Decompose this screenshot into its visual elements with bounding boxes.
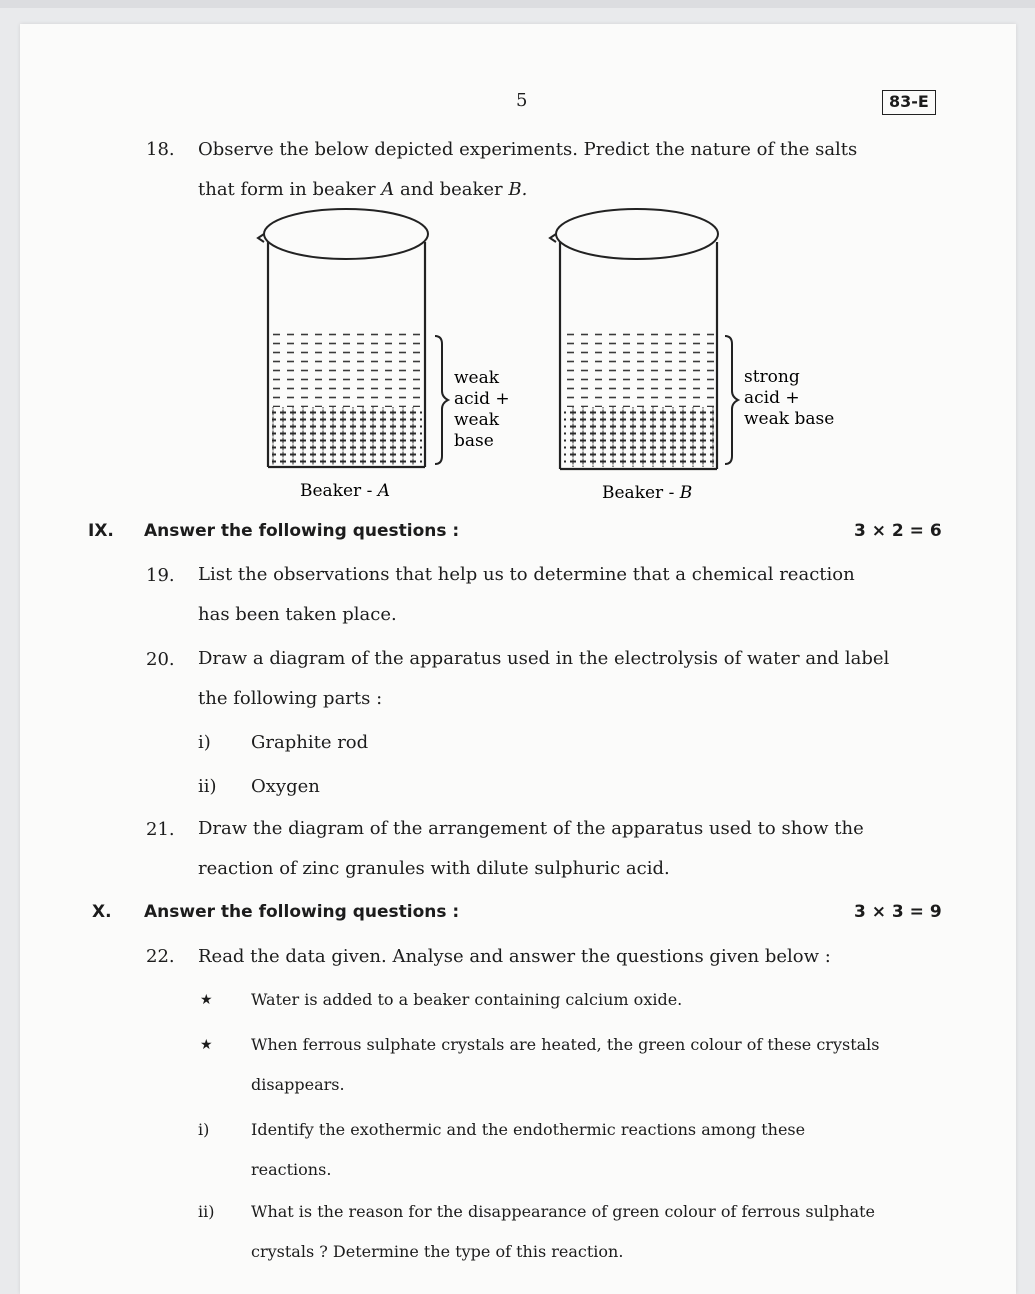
section-ix-title: Answer the following questions : (144, 521, 460, 541)
beaker-b-solution-top (564, 327, 714, 407)
beaker-a-label-line-3: weak (454, 410, 500, 430)
beaker-b-label-line-3: weak base (744, 409, 835, 429)
question-20-part-1-marker: i) (198, 732, 211, 753)
question-22-number: 22. (146, 946, 175, 967)
question-22-sub-2-marker: ii) (198, 1202, 215, 1221)
beaker-a-brace (435, 336, 448, 464)
question-22-bullet-2-text: When ferrous sulphate crystals are heated, the green colour of these crystals disappears. (251, 1035, 880, 1094)
question-22-sub-1-text: Identify the exothermic and the endothermic reactions among these reactions. (251, 1120, 806, 1179)
beaker-a-label-line-1: weak (454, 368, 500, 388)
beakers-diagram (20, 24, 1016, 524)
section-x-number: X. (92, 902, 112, 922)
beaker-a (258, 209, 510, 501)
page-number: 5 (516, 90, 528, 111)
paper-code-box: 83-E (882, 90, 936, 115)
question-18-number: 18. (146, 139, 175, 160)
beaker-a-label-line-2: acid + (454, 389, 510, 409)
beaker-b-solution-bottom (564, 407, 714, 467)
question-20-number: 20. (146, 649, 175, 670)
beaker-a-label-line-4: base (454, 431, 494, 451)
beaker-a-caption: Beaker - A (300, 481, 391, 501)
exam-page (20, 24, 1016, 1294)
beaker-b-label-line-1: strong (744, 367, 800, 387)
question-22-sub-2-text: What is the reason for the disappearance of green colour of ferrous sulphate crystals ? Determine the type of this reaction. (251, 1202, 876, 1261)
beaker-b (550, 209, 834, 503)
question-20-part-2-text: Oxygen (251, 776, 320, 797)
beaker-a-solution-top (272, 327, 422, 407)
question-22-bullet-1-text: Water is added to a beaker containing calcium oxide. (251, 990, 683, 1009)
question-22-bullet-2-star-icon: ★ (200, 1037, 213, 1053)
question-21-number: 21. (146, 819, 175, 840)
section-ix-number: IX. (88, 521, 114, 541)
section-x-marks: 3 × 3 = 9 (854, 902, 942, 922)
question-20-part-2-marker: ii) (198, 776, 217, 797)
question-22-intro: Read the data given. Analyse and answer the questions given below : (198, 946, 831, 967)
top-bar (0, 0, 1035, 8)
beaker-b-brace (725, 336, 738, 464)
question-19-text: List the observations that help us to determine that a chemical reaction has been taken place. (198, 564, 855, 625)
question-21-text: Draw the diagram of the arrangement of the apparatus used to show the reaction of zinc granules with dilute sulphuric acid. (198, 818, 864, 879)
beaker-b-label-line-2: acid + (744, 388, 800, 408)
question-18-line-1: Observe the below depicted experiments. Predict the nature of the salts (198, 139, 858, 160)
question-19-number: 19. (146, 565, 175, 586)
section-ix-marks: 3 × 2 = 6 (854, 521, 942, 541)
beaker-a-solution-bottom (272, 407, 422, 465)
question-18-line-2: that form in beaker A and beaker B. (198, 179, 528, 200)
question-22-bullet-1-star-icon: ★ (200, 992, 213, 1008)
beaker-b-caption: Beaker - B (602, 483, 693, 503)
question-20-part-1-text: Graphite rod (251, 732, 369, 753)
question-22-sub-1-marker: i) (198, 1120, 210, 1139)
question-20-text: Draw a diagram of the apparatus used in the electrolysis of water and label the following parts : (198, 648, 890, 709)
section-x-title: Answer the following questions : (144, 902, 460, 922)
